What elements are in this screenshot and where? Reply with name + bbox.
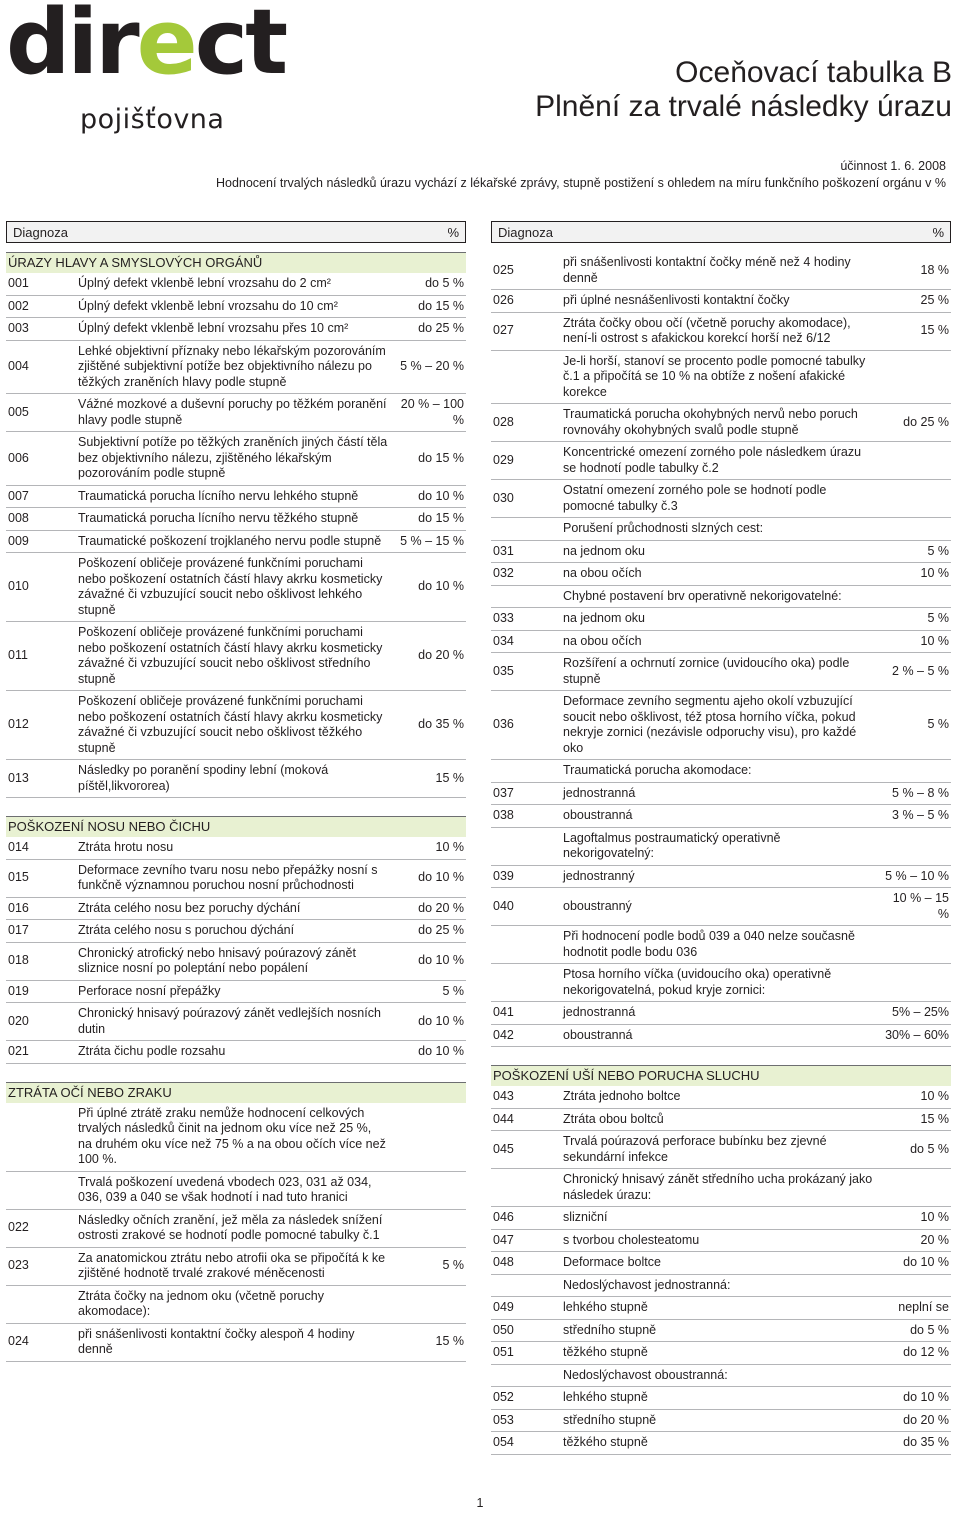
table-row [491, 760, 951, 783]
table-row [491, 563, 951, 586]
row-code: 041 [493, 1005, 514, 1019]
row-percent: do 10 % [418, 953, 464, 968]
table-row [491, 1342, 951, 1365]
row-description: Deformace zevního tvaru nosu nebo přepážky nosní s funkčně významnou poruchou nosní průchodnosti [78, 862, 378, 892]
row-code: 053 [493, 1412, 514, 1427]
table-row [6, 432, 466, 486]
row-percent: 10 % [435, 840, 464, 854]
header-diagnosis: Diagnoza [498, 224, 553, 240]
row-percent: 25 % [920, 293, 949, 307]
table-row [491, 480, 951, 518]
row-code: 018 [8, 953, 29, 968]
table-row [491, 442, 951, 480]
row-description: při snášenlivosti kontaktní čočky méně než 4 hodiny denně [563, 255, 851, 285]
row-code: 019 [8, 983, 29, 998]
row-percent: do 10 % [903, 1390, 949, 1404]
row-description: Koncentrické omezení zorného pole následkem úrazu se hodnotí podle tabulky č.2 [563, 445, 862, 475]
left-column [6, 221, 466, 1362]
section-spacer [491, 1047, 951, 1063]
logo-wordmark: direct [6, 0, 286, 95]
row-code: 015 [8, 870, 29, 885]
row-code: 011 [8, 648, 28, 663]
row-code: 025 [493, 262, 514, 277]
row-description: Rozšíření a ochrnutí zornice (uvidoucího oka) podle stupně [563, 656, 850, 686]
table-row [6, 1003, 466, 1041]
row-code: 032 [493, 566, 514, 580]
row-description: Při hodnocení podle bodů 039 a 040 nelze současně hodnotit podle bodu 036 [563, 929, 855, 959]
table-row [6, 1248, 466, 1286]
table-row [6, 860, 466, 898]
table-row [491, 888, 951, 926]
row-description: Porušení průchodnosti slzných cest: [563, 521, 764, 535]
table-row [6, 394, 466, 432]
table-row [491, 783, 951, 806]
row-description: na jednom oku [563, 611, 646, 625]
row-code: 043 [493, 1089, 514, 1103]
row-description: Traumatická porucha okohybných nervů nebo poruch rovnováhy okohybných svalů podle stupně [563, 407, 858, 437]
row-percent: do 10 % [418, 488, 464, 503]
row-description: středního stupně [563, 1322, 657, 1337]
row-description: Poškození obličeje provázené funkčními poruchami nebo poškození ostatních částí hlavy akrku kosmeticky závažné či vzbuzující soucit nebo ošklivost lehkého stupně [78, 556, 383, 617]
row-code: 013 [8, 770, 29, 785]
row-percent: 20 % – 100 % [400, 397, 464, 427]
table-row [491, 1387, 951, 1410]
row-code: 028 [493, 414, 514, 429]
row-code: 030 [493, 490, 514, 505]
table-row [491, 631, 951, 654]
row-percent: 5 % – 15 % [400, 533, 464, 548]
row-code: 004 [8, 359, 29, 373]
table-row [6, 1103, 466, 1172]
table-row [6, 296, 466, 319]
row-description: na obou očích [563, 566, 642, 580]
row-percent: do 25 % [418, 923, 464, 937]
row-code: 020 [8, 1013, 29, 1028]
row-code: 021 [8, 1044, 29, 1058]
row-code: 037 [493, 785, 514, 800]
title-line-1: Oceňovací tabulka B [675, 56, 952, 89]
row-code: 039 [493, 868, 514, 883]
table-row [6, 341, 466, 395]
row-percent: do 10 % [418, 1044, 464, 1058]
row-code: 003 [8, 321, 29, 335]
row-code: 048 [493, 1255, 514, 1269]
table-row [491, 691, 951, 760]
row-description: Ztráta celého nosu bez poruchy dýchání [78, 900, 301, 915]
row-description: oboustranný [563, 898, 632, 913]
column-header [491, 221, 951, 243]
row-percent: do 15 % [418, 298, 464, 313]
row-code: 006 [8, 450, 29, 465]
row-percent: 3 % – 5 % [892, 808, 949, 822]
table-row [491, 1252, 951, 1275]
table-row [6, 1172, 466, 1210]
table-row [491, 805, 951, 828]
table-row [6, 531, 466, 554]
table-row [491, 964, 951, 1002]
table-row [6, 1324, 466, 1362]
row-percent: do 20 % [903, 1412, 949, 1427]
row-description: Lehké objektivní příznaky nebo lékařským pozorováním zjištěné subjektivní potíže bez objektivního nálezu po těžkých zraněních hlavy podle stupně [78, 343, 386, 389]
row-description: slizniční [563, 1210, 608, 1224]
row-description: Deformace boltce [563, 1255, 661, 1269]
row-description: Traumatická porucha akomodace: [563, 763, 752, 777]
row-percent: 30% – 60% [885, 1027, 949, 1042]
row-code: 016 [8, 900, 29, 915]
table-row [491, 1410, 951, 1433]
row-code: 047 [493, 1232, 514, 1247]
table-row [491, 608, 951, 631]
table-row [491, 1275, 951, 1298]
left-table-body [6, 252, 466, 1362]
section-heading: POŠKOZENÍ NOSU NEBO ČICHU [6, 816, 466, 837]
row-code: 031 [493, 543, 514, 558]
row-code: 024 [8, 1334, 29, 1349]
table-row [491, 926, 951, 964]
row-description: Perforace nosní přepážky [78, 983, 221, 998]
row-code: 046 [493, 1210, 514, 1224]
row-percent: do 20 % [418, 900, 464, 915]
row-description: Chronický hnisavý zánět středního ucha prokázaný jako následek úrazu: [563, 1172, 873, 1202]
row-percent: 18 % [920, 262, 949, 277]
table-row [6, 1041, 466, 1064]
table-row [6, 508, 466, 531]
row-percent: 10 % [920, 633, 949, 648]
page-title [535, 56, 952, 124]
row-description: Trvalá poúrazová perforace bubínku bez zjevné sekundární infekce [563, 1134, 827, 1164]
table-row [6, 318, 466, 341]
row-description: těžkého stupně [563, 1345, 648, 1359]
row-description: Za anatomickou ztrátu nebo atrofii oka se připočítá k ke zjištěné hodnotě trvalé zrakové méněcenosti [78, 1250, 386, 1280]
row-percent: do 20 % [418, 648, 464, 663]
row-percent: 20 % [920, 1232, 949, 1247]
row-code: 036 [493, 717, 514, 732]
row-description: těžkého stupně [563, 1435, 648, 1449]
row-description: Ztráta celého nosu s poruchou dýchání [78, 923, 295, 937]
row-description: na jednom oku [563, 543, 646, 558]
table-row [491, 866, 951, 889]
row-percent: 15 % [435, 770, 464, 785]
row-code: 014 [8, 840, 29, 854]
row-code: 017 [8, 923, 29, 937]
row-description: Ostatní omezení zorného pole se hodnotí podle pomocné tabulky č.3 [563, 483, 827, 513]
row-percent: 5 % – 10 % [885, 868, 949, 883]
right-table-body [491, 252, 951, 1455]
table-row [491, 1320, 951, 1343]
section-heading: ÚRAZY HLAVY A SMYSLOVÝCH ORGÁNŮ [6, 252, 466, 273]
row-description: Vážné mozkové a duševní poruchy po těžkém poranění hlavy podle stupně [78, 397, 387, 427]
row-percent: neplní se [898, 1300, 949, 1314]
row-description: na obou očích [563, 633, 642, 648]
row-code: 033 [493, 611, 514, 625]
row-description: Chybné postavení brv operativně nekorigovatelné: [563, 588, 842, 603]
row-description: s tvorbou cholesteatomu [563, 1232, 700, 1247]
row-description: Traumatická porucha lícního nervu lehkého stupně [78, 488, 359, 503]
table-row [491, 541, 951, 564]
row-description: Následky očních zranění, jež měla za následek snížení ostrosti zrakové se hodnotí podle pomocné tabulky č.1 [78, 1212, 383, 1242]
row-code: 049 [493, 1300, 514, 1314]
table-row [491, 586, 951, 609]
row-description: jednostranná [563, 1005, 636, 1019]
right-column [491, 221, 951, 1455]
row-description: Ztráta čočky obou očí (včetně poruchy akomodace), není-li ostrost s afakickou korekcí horší než 6/12 [563, 315, 851, 345]
table-row [491, 313, 951, 351]
row-percent: do 10 % [418, 870, 464, 885]
row-code: 022 [8, 1220, 29, 1235]
row-description: Chronický atrofický nebo hnisavý poúrazový zánět sliznice nosní po poleptání nebo popálení [78, 945, 356, 975]
row-description: při úplné nesnášenlivosti kontaktní čočky [563, 293, 790, 307]
row-description: Ztráta obou boltců [563, 1111, 664, 1126]
table-row [491, 1169, 951, 1207]
row-description: jednostranný [563, 868, 635, 883]
row-description: Traumatické poškození trojklaného nervu podle stupně [78, 533, 382, 548]
row-code: 029 [493, 452, 514, 467]
row-percent: 5 % [927, 543, 949, 558]
row-percent: 5 % – 20 % [400, 359, 464, 373]
table-row [6, 898, 466, 921]
section-heading: ZTRÁTA OČÍ NEBO ZRAKU [6, 1082, 466, 1103]
row-description: Lagoftalmus postraumatický operativně nekorigovatelný: [563, 830, 781, 860]
table-row [6, 1210, 466, 1248]
table-row [6, 981, 466, 1004]
logo [6, 0, 286, 136]
table-row [491, 1432, 951, 1455]
row-code: 008 [8, 511, 29, 525]
table-row [491, 1109, 951, 1132]
row-percent: 5 % [442, 983, 464, 998]
table-row [6, 760, 466, 798]
row-description: Trvalá poškození uvedená vbodech 023, 031 až 034, 036, 039 a 040 se však hodnotí i nad tuto hranici [78, 1174, 372, 1204]
row-percent: 5 % [442, 1258, 464, 1273]
effective-date: účinnost 1. 6. 2008 [840, 159, 946, 173]
document-meta [216, 158, 946, 192]
row-description: Ztráta hrotu nosu [78, 840, 174, 854]
row-code: 051 [493, 1345, 514, 1359]
table-row [6, 837, 466, 860]
row-description: Chronický hnisavý poúrazový zánět vedlejších nosních dutin [78, 1006, 381, 1036]
row-description: Úplný defekt vklenbě lební vrozsahu do 2 cm² [78, 276, 331, 290]
title-line-2: Plnění za trvalé následky úrazu [535, 90, 952, 123]
row-code: 040 [493, 898, 514, 913]
table-row [491, 1086, 951, 1109]
header-diagnosis: Diagnoza [13, 224, 68, 240]
section-spacer [6, 1064, 466, 1080]
table-row [491, 1131, 951, 1169]
row-percent: 5 % – 8 % [892, 785, 949, 800]
row-percent: do 10 % [418, 1013, 464, 1028]
row-code: 052 [493, 1390, 514, 1404]
row-description: Subjektivní potíže po těžkých zraněních jiných částí těla bez objektivního nálezu, zjištěného lékařským pozorováním podle stupně [78, 435, 388, 480]
row-code: 054 [493, 1435, 514, 1449]
table-row [491, 351, 951, 405]
row-percent: do 10 % [418, 579, 464, 594]
row-description: při snášenlivosti kontaktní čočky alespoň 4 hodiny denně [78, 1326, 355, 1356]
section-heading: POŠKOZENÍ UŠÍ NEBO PORUCHA SLUCHU [491, 1065, 951, 1086]
row-description: jednostranná [563, 785, 636, 800]
row-description: oboustranná [563, 1027, 633, 1042]
row-percent: 10 % [920, 1089, 949, 1103]
row-description: Je-li horší, stanoví se procento podle pomocné tabulky č.1 a připočítá se 10 % na obtíže z nošení afakické korekce [563, 353, 866, 399]
row-description: Poškození obličeje provázené funkčními poruchami nebo poškození ostatních částí hlavy akrku kosmeticky závažné či vzbuzující soucit nebo ošklivost středního stupně [78, 625, 383, 686]
row-percent: do 25 % [903, 414, 949, 429]
row-description: Nedoslýchavost jednostranná: [563, 1277, 731, 1292]
row-percent: do 15 % [418, 450, 464, 465]
row-description: Úplný defekt vklenbě lební vrozsahu do 10 cm² [78, 298, 338, 313]
row-percent: do 35 % [903, 1435, 949, 1449]
row-description: oboustranná [563, 808, 633, 822]
page-number: 1 [476, 1496, 484, 1510]
row-percent: 5% – 25% [892, 1005, 949, 1019]
row-code: 034 [493, 633, 514, 648]
table-row [6, 553, 466, 622]
row-code: 026 [493, 293, 514, 307]
row-code: 009 [8, 533, 29, 548]
table-row [6, 691, 466, 760]
row-description: lehkého stupně [563, 1390, 648, 1404]
table-row [6, 943, 466, 981]
table-row [6, 273, 466, 296]
row-percent: do 5 % [425, 276, 464, 290]
row-percent: do 35 % [418, 717, 464, 732]
row-description: Ptosa horního víčka (uvidoucího oka) operativně nekorigovatelná, pokud kryje zornici: [563, 967, 832, 997]
row-percent: 15 % [920, 1111, 949, 1126]
table-row [491, 404, 951, 442]
row-code: 050 [493, 1322, 514, 1337]
intro-text: Hodnocení trvalých následků úrazu vychází z lékařské zprávy, stupně postižení s ohledem na míru funkčního poškození orgánu v % [215, 176, 946, 190]
table-row [6, 920, 466, 943]
table-row [491, 518, 951, 541]
row-percent: 2 % – 5 % [892, 663, 949, 678]
row-percent: do 10 % [903, 1255, 949, 1269]
row-code: 001 [8, 276, 29, 290]
row-code: 045 [493, 1141, 514, 1156]
header-percent: % [447, 224, 459, 240]
row-percent: do 25 % [418, 321, 464, 335]
row-description: Při úplné ztrátě zraku nemůže hodnocení celkových trvalých následků činit na jednom oku více než 25 %, na druhém oku více než 75 % a na obou očích více než 100 %. [78, 1105, 386, 1166]
row-percent: 10 % – 15 % [892, 891, 949, 921]
table-row [491, 1207, 951, 1230]
row-percent: 15 % [920, 323, 949, 338]
row-percent: 15 % [435, 1334, 464, 1349]
row-description: Ztráta čichu podle rozsahu [78, 1044, 226, 1058]
table-row [491, 1297, 951, 1320]
row-percent: 10 % [920, 1210, 949, 1224]
row-percent: 5 % [927, 611, 949, 625]
row-code: 010 [8, 579, 29, 594]
row-code: 027 [493, 323, 514, 338]
header-percent: % [932, 224, 944, 240]
row-description: Deformace zevního segmentu ajeho okolí vzbuzující soucit nebo ošklivost, též ptosa horního víčka, pokud nekryje zornici (nezávisle odporuchy visu), pro každé oko [563, 694, 857, 755]
table-row [491, 1002, 951, 1025]
column-header [6, 221, 466, 243]
table-row [491, 828, 951, 866]
row-percent: do 5 % [910, 1141, 949, 1156]
row-percent: do 5 % [910, 1322, 949, 1337]
table-row [6, 1286, 466, 1324]
section-spacer [6, 798, 466, 814]
row-code: 012 [8, 717, 29, 732]
row-description: Nedoslýchavost oboustranná: [563, 1367, 728, 1382]
row-code: 042 [493, 1027, 514, 1042]
row-code: 038 [493, 808, 514, 822]
table-row [491, 653, 951, 691]
row-description: lehkého stupně [563, 1300, 648, 1314]
row-code: 002 [8, 298, 29, 313]
row-percent: do 12 % [903, 1345, 949, 1359]
row-code: 044 [493, 1111, 514, 1126]
row-code: 023 [8, 1258, 29, 1273]
table-row [491, 1230, 951, 1253]
table-row [6, 486, 466, 509]
row-description: Traumatická porucha lícního nervu těžkého stupně [78, 511, 359, 525]
table-row [491, 1365, 951, 1388]
row-percent: 10 % [920, 566, 949, 580]
table-row [491, 1025, 951, 1048]
row-description: Poškození obličeje provázené funkčními poruchami nebo poškození ostatních částí hlavy akrku kosmeticky závažné či vzbuzující soucit nebo ošklivost těžkého stupně [78, 694, 383, 755]
row-description: Úplný defekt vklenbě lební vrozsahu přes 10 cm² [78, 321, 349, 335]
row-percent: do 15 % [418, 511, 464, 525]
row-code: 035 [493, 663, 514, 678]
logo-subtitle: pojišťovna [80, 104, 225, 135]
table-row [6, 622, 466, 691]
row-description: Ztráta jednoho boltce [563, 1089, 681, 1103]
table-row [491, 252, 951, 290]
row-description: Ztráta čočky na jednom oku (včetně poruchy akomodace): [78, 1288, 324, 1318]
row-description: Následky po poranění spodiny lební (moková píštěl,likvororea) [78, 763, 329, 793]
row-description: středního stupně [563, 1412, 657, 1427]
row-code: 005 [8, 404, 29, 419]
table-row [491, 290, 951, 313]
row-code: 007 [8, 488, 29, 503]
row-percent: 5 % [927, 717, 949, 732]
